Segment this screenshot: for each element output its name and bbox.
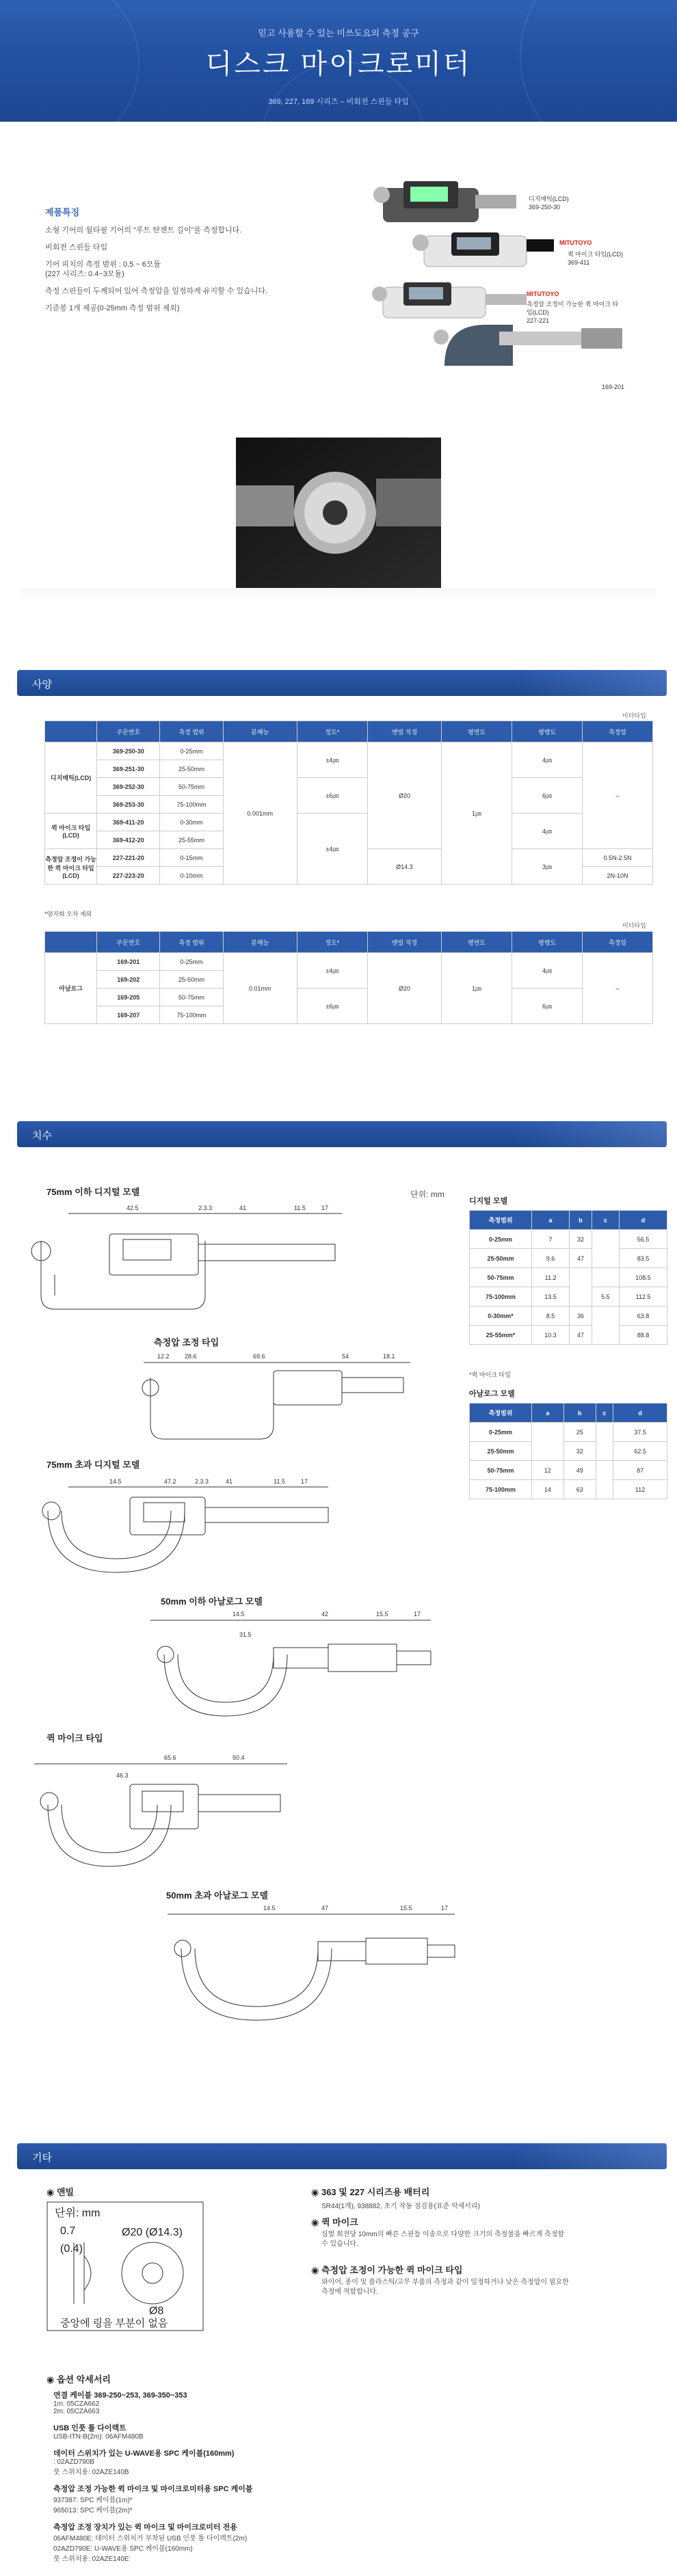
- spec-force: –: [582, 742, 652, 849]
- dim-label: 17: [441, 1905, 449, 1911]
- dim-label: 69.6: [253, 1353, 265, 1360]
- battery-title: [311, 2185, 429, 2198]
- table-cell: [592, 1230, 619, 1268]
- table-cell: 0-30mm*: [470, 1306, 532, 1326]
- spec-code: 227-223-20: [97, 867, 160, 885]
- spec-header: 앤빌 직경: [367, 932, 441, 953]
- diagram-title: 75mm 초과 디지털 모델: [47, 1460, 140, 1470]
- table-row: [470, 1442, 667, 1461]
- micrometer-image: [434, 325, 622, 366]
- unit-note: 미터타입: [622, 922, 646, 929]
- feature-line: 기준봉 1개 제공(0-25mm 측정 범위 제외): [45, 304, 180, 312]
- option-note: 02AZD790E: U-WAVE용 SPC 케이블(160mm): [53, 2545, 193, 2553]
- diagram-title: 측정압 조정 타입: [154, 1337, 220, 1347]
- bullet-icon: ◉: [47, 2374, 57, 2385]
- option-note: USB-ITN-B(2m): 06AFM480B: [53, 2433, 144, 2441]
- table-cell: 87: [613, 1461, 667, 1480]
- table-cell: 112.5: [620, 1287, 667, 1306]
- dim-label: 65.6: [164, 1754, 176, 1761]
- spec-force: 2N-10N: [582, 867, 652, 885]
- dim-label: 15.5: [376, 1611, 388, 1618]
- spec-code: 169-202: [97, 971, 160, 989]
- section-bar-spec: [17, 670, 667, 696]
- table-cell: 108.5: [620, 1268, 667, 1287]
- diagram-title: 50mm 초과 아날로그 모델: [166, 1890, 268, 1901]
- option-title: 측정압 조정 가능한 퀵 마이크 및 마이크로미터용 SPC 케이블: [53, 2485, 253, 2493]
- divider: [21, 588, 656, 602]
- dim-label: 2.3.3: [195, 1478, 209, 1485]
- quick-text: 심벌 회전당 10mm의 빠른 스핀들 이송으로 다양한 크기의 측정물을 빠르게 측정할 수 있습니다.: [321, 2231, 565, 2248]
- anvil-dim: Ø8: [149, 2305, 164, 2317]
- hero-tagline: 믿고 사용할 수 있는 미쓰도요의 측정 공구: [258, 28, 419, 38]
- spec-header: 정도*: [297, 721, 367, 742]
- spec-header: 측정 범위: [160, 721, 223, 742]
- spec-range: 50-75mm: [160, 989, 223, 1006]
- table-cell: 62.5: [613, 1442, 667, 1461]
- option-note: 풋 스위치용: 02AZE140E: [53, 2555, 129, 2563]
- table-cell: 32: [563, 1442, 596, 1461]
- table-cell: 50-75mm: [470, 1268, 532, 1287]
- product-code: 369-250-30: [529, 204, 561, 211]
- dim-label: 28.6: [185, 1353, 197, 1360]
- bullet-icon: ◉: [311, 2265, 321, 2275]
- table-cell: 10.3: [532, 1326, 570, 1345]
- table-title: 아날로그 모델: [469, 1390, 515, 1398]
- table-cell: 9.6: [532, 1249, 570, 1268]
- product-code: 369-411: [568, 259, 590, 266]
- spec-range: 75-100mm: [160, 1006, 223, 1024]
- dim-label: 47.2: [164, 1478, 176, 1485]
- options-list: [53, 2389, 395, 2563]
- spec-parallel: 4㎛: [512, 814, 583, 849]
- product-name: 퀵 마이크 타입(LCD): [568, 251, 624, 258]
- dim-label: 42.5: [127, 1205, 139, 1211]
- spec-footnote: *양자화 오차 제외: [44, 911, 92, 917]
- table-cell: 75-100mm: [470, 1480, 532, 1499]
- force-title: [311, 2263, 462, 2276]
- dims-table-analog: [469, 1403, 667, 1499]
- spec-group: 측정압 조정이 가능한 퀵 마이크 타입 (LCD): [45, 849, 97, 885]
- hero-title: 디스크 마이크로미터: [205, 49, 472, 79]
- dim-label: 14.5: [109, 1478, 122, 1485]
- anvil-title: [47, 2185, 74, 2198]
- gear-photo: [236, 438, 441, 588]
- micrometer-image: [412, 232, 554, 267]
- spec-code: 369-251-30: [97, 760, 160, 778]
- spec-header: [45, 721, 97, 742]
- features-title: 제품특징: [45, 207, 80, 217]
- table-row: [470, 1230, 667, 1249]
- table-row: [470, 1306, 667, 1326]
- anvil-dim: 0.7: [60, 2225, 76, 2237]
- option-title: 측정압 조정 장치가 있는 퀵 마이크 및 마이크로미터 전용: [53, 2523, 237, 2532]
- dim-label: 2.3.3: [198, 1205, 213, 1211]
- quick-title-text: 퀵 마이크: [321, 2217, 358, 2227]
- quick-title: [311, 2215, 358, 2228]
- table-cell: 25-50mm: [470, 1249, 532, 1268]
- option-title: USB 인풋 툴 다이렉트: [53, 2424, 127, 2432]
- dimension-drawing: [27, 1470, 369, 1586]
- anvil-dim: (0.4): [60, 2243, 83, 2255]
- table-row: [470, 1249, 667, 1268]
- table-cell: 37.5: [613, 1423, 667, 1442]
- product-name: 측정압 조정이 가능한 퀵 마이크 타입(LCD): [527, 301, 619, 316]
- dim-label: 17: [321, 1205, 329, 1211]
- dimension-drawing: [27, 1743, 315, 1880]
- section-bar-etc: [17, 2143, 667, 2169]
- spec-anvil: Ø14.3: [367, 849, 441, 885]
- table-cell: 5.5: [592, 1287, 619, 1306]
- dim-label: 46.3: [116, 1772, 129, 1779]
- option-title: 연결 케이블 369-250~253, 369-350~353: [53, 2391, 187, 2400]
- spec-range: 0-25mm: [160, 953, 223, 971]
- dim-label: 42: [321, 1611, 329, 1618]
- dim-label: 15.5: [400, 1905, 412, 1911]
- table-cell: 12: [532, 1461, 564, 1480]
- spec-accuracy: ±4㎛: [297, 953, 367, 989]
- spec-group: 디지매틱(LCD): [45, 742, 97, 814]
- section-title: 치수: [32, 1130, 52, 1142]
- spec-code: 369-411-20: [97, 814, 160, 831]
- table-cell: 0-25mm: [470, 1423, 532, 1442]
- table-row: [470, 1268, 667, 1287]
- section-bar-dims: [17, 1121, 667, 1147]
- spec-accuracy: ±4㎛: [297, 742, 367, 778]
- product-images: [362, 161, 663, 434]
- table-row: [470, 1326, 667, 1345]
- table-note: *퀵 마이크 타입: [469, 1371, 511, 1378]
- options-title-text: 옵션 악세서리: [56, 2374, 111, 2385]
- dim-header: b: [563, 1404, 596, 1423]
- table-cell: 8.5: [532, 1306, 570, 1326]
- table-row: [470, 1461, 667, 1480]
- dim-header: b: [570, 1211, 592, 1230]
- micrometer-image: [372, 282, 527, 318]
- table-cell: 75-100mm: [470, 1287, 532, 1306]
- dimension-drawing: [27, 1200, 397, 1316]
- spec-code: 369-253-30: [97, 796, 160, 814]
- spec-code: 169-205: [97, 989, 160, 1006]
- table-cell: 56.5: [620, 1230, 667, 1249]
- spec-header: 측정압: [582, 932, 652, 953]
- bullet-icon: ◉: [311, 2187, 321, 2197]
- spec-code: 369-252-30: [97, 778, 160, 796]
- table-cell: 112: [613, 1480, 667, 1499]
- anvil-unit: 단위: mm: [55, 2208, 101, 2219]
- unit-label: 단위: mm: [410, 1190, 444, 1199]
- dim-label: 14.5: [263, 1905, 276, 1911]
- spec-table-digital: [44, 721, 653, 885]
- micrometer-image: [373, 181, 516, 222]
- dim-header: d: [613, 1404, 667, 1423]
- dims-table-digital: [469, 1210, 667, 1345]
- product-name: 디지매틱(LCD): [529, 196, 569, 202]
- dim-label: 41: [226, 1478, 233, 1485]
- spec-header: 평행도: [512, 932, 583, 953]
- option-note: 1m: 05CZA662: [53, 2400, 100, 2408]
- table-cell: 50-75mm: [470, 1461, 532, 1480]
- table-cell: [592, 1306, 619, 1345]
- dim-header: d: [620, 1211, 667, 1230]
- spec-table-analog: [44, 931, 653, 1024]
- dim-label: 17: [301, 1478, 308, 1485]
- section-title: 사양: [32, 679, 52, 690]
- force-title-text: 측정압 조정이 가능한 퀵 마이크 타입: [321, 2265, 463, 2275]
- table-cell: 25: [563, 1423, 596, 1442]
- spec-code: 369-250-30: [97, 742, 160, 760]
- spec-anvil: Ø20: [367, 742, 441, 849]
- feature-line: 기어 피치의 측정 범위 : 0.5 ~ 6모듈: [45, 260, 161, 269]
- anvil-dim: Ø20 (Ø14.3): [122, 2227, 183, 2238]
- spec-header: 분해능: [223, 721, 297, 742]
- option-note: : 02AZD790B: [53, 2458, 95, 2466]
- option-note: 풋 스위치용: 02AZE140B: [53, 2469, 129, 2476]
- spec-range: 25-50mm: [160, 760, 223, 778]
- spec-flatness: 1㎛: [442, 742, 512, 885]
- spec-anvil: Ø20: [367, 953, 441, 1024]
- spec-accuracy: ±6㎛: [297, 778, 367, 814]
- spec-code: 169-207: [97, 1006, 160, 1024]
- spec-resolution: 0.001mm: [223, 742, 297, 885]
- dim-header: c: [592, 1211, 619, 1230]
- product-code: 169-201: [602, 384, 625, 390]
- diagram-title: 퀵 마이크 타입: [47, 1733, 103, 1743]
- dim-label: 18.1: [383, 1353, 395, 1360]
- anvil-title-text: 앤빌: [56, 2187, 75, 2197]
- spec-parallel: 4㎛: [512, 742, 583, 778]
- table-cell: [592, 1268, 619, 1287]
- spec-parallel: 3㎛: [512, 849, 583, 885]
- table-cell: 49: [563, 1461, 596, 1480]
- dim-label: 17: [414, 1611, 421, 1618]
- spec-flatness: 1㎛: [442, 953, 512, 1024]
- spec-range: 50-75mm: [160, 778, 223, 796]
- option-title: 데이터 스위치가 있는 U-WAVE용 SPC 케이블(160mm): [53, 2450, 235, 2458]
- dim-header: a: [532, 1404, 564, 1423]
- table-cell: [596, 1461, 613, 1499]
- table-cell: 25-55mm*: [470, 1326, 532, 1345]
- table-cell: 47: [570, 1326, 592, 1345]
- dim-header: c: [596, 1404, 613, 1423]
- dimension-drawing: [137, 1350, 424, 1446]
- dim-header: 측정범위: [470, 1404, 532, 1423]
- spec-header: 앤빌 직경: [367, 721, 441, 742]
- dim-header: 측정범위: [470, 1211, 532, 1230]
- dim-label: 50.4: [233, 1754, 245, 1761]
- table-cell: 63: [563, 1480, 596, 1499]
- dim-label: 31.5: [239, 1631, 252, 1638]
- feature-line: 비회전 스핀들 타입: [45, 243, 108, 252]
- spec-range: 25-55mm: [160, 831, 223, 849]
- spec-header: 평면도: [442, 721, 512, 742]
- spec-code: 369-412-20: [97, 831, 160, 849]
- spec-force: –: [582, 953, 652, 1024]
- hero-banner: [0, 0, 677, 122]
- dimension-drawing: [144, 1607, 444, 1730]
- feature-line: 측정 스핀들이 두께되어 있어 측정압을 일정하게 유지할 수 있습니다.: [45, 287, 268, 295]
- spec-range: 0-15mm: [160, 849, 223, 867]
- dim-label: 47: [321, 1905, 329, 1911]
- battery-title-text: 363 및 227 시리즈용 배터리: [321, 2187, 430, 2197]
- spec-header: 주문번호: [97, 932, 160, 953]
- dim-label: 11.5: [294, 1205, 306, 1211]
- spec-range: 25-50mm: [160, 971, 223, 989]
- table-cell: [596, 1423, 613, 1461]
- anvil-caption: 중앙에 링을 부분이 없음: [60, 2318, 168, 2329]
- table-cell: [570, 1268, 592, 1306]
- spec-range: 0-25mm: [160, 742, 223, 760]
- table-cell: 32: [570, 1230, 592, 1249]
- dim-label: 54: [342, 1353, 349, 1360]
- table-cell: 47: [570, 1249, 592, 1268]
- dim-label: 14.5: [233, 1611, 245, 1618]
- table-cell: 0-25mm: [470, 1230, 532, 1249]
- option-note: 937387: SPC 케이블(1m)*: [53, 2497, 133, 2504]
- anvil-drawing: [47, 2201, 204, 2331]
- table-cell: 83.5: [620, 1249, 667, 1268]
- brand-logo: MITUTOYO: [559, 239, 592, 246]
- diagram-title: 75mm 이하 디지털 모델: [47, 1187, 140, 1197]
- table-cell: 7: [532, 1230, 570, 1249]
- dim-label: 11.5: [274, 1478, 285, 1485]
- spec-parallel: 6㎛: [512, 989, 583, 1024]
- spec-header: 주문번호: [97, 721, 160, 742]
- table-row: [470, 1287, 667, 1306]
- spec-header: 측정압: [582, 721, 652, 742]
- hero-subtitle: 369, 227, 169 시리즈 – 비회전 스핀들 타입: [268, 98, 409, 106]
- table-cell: 63.8: [620, 1306, 667, 1326]
- dim-header: a: [532, 1211, 570, 1230]
- spec-group: 퀵 마이크 타입 (LCD): [45, 814, 97, 849]
- spec-header: 평면도: [442, 932, 512, 953]
- option-note: 06AFM480E: 데이터 스위치가 부착된 USB 인풋 툴 다이렉트(2m): [53, 2535, 248, 2543]
- bullet-icon: ◉: [47, 2187, 57, 2197]
- table-cell: 36: [570, 1306, 592, 1326]
- spec-parallel: 6㎛: [512, 778, 583, 814]
- table-row: [470, 1480, 667, 1499]
- spec-header: 평행도: [512, 721, 583, 742]
- spec-accuracy: ±4㎛: [297, 814, 367, 885]
- spec-header: 정도*: [297, 932, 367, 953]
- dim-label: 12.2: [157, 1353, 170, 1360]
- spec-header: [45, 932, 97, 953]
- unit-note: 미터타입: [622, 712, 646, 719]
- spec-group: 아날로그: [45, 953, 97, 1024]
- spec-accuracy: ±6㎛: [297, 989, 367, 1024]
- table-cell: 88.8: [620, 1326, 667, 1345]
- table-title: 디지털 모델: [469, 1197, 508, 1205]
- table-row: [470, 1423, 667, 1442]
- spec-resolution: 0.01mm: [223, 953, 297, 1024]
- spec-header: 분해능: [223, 932, 297, 953]
- spec-parallel: 4㎛: [512, 953, 583, 989]
- force-text: 와이어, 종이 및 플라스틱/고무 부품의 측정과 같이 일정하거나 낮은 측정압이 필요한 측정에 적합합니다.: [321, 2279, 569, 2296]
- diagram-title: 50mm 이하 아날로그 모델: [161, 1596, 263, 1607]
- spec-range: 0-10mm: [160, 867, 223, 885]
- spec-range: 0-30mm: [160, 814, 223, 831]
- spec-code: 169-201: [97, 953, 160, 971]
- table-cell: 11.2: [532, 1268, 570, 1287]
- product-code: 227-221: [527, 317, 550, 324]
- section-title: 기타: [32, 2152, 52, 2164]
- table-cell: 25-50mm: [470, 1442, 532, 1461]
- battery-text: SR44(1개), 938882, 초기 작동 점검용(표준 악세서리): [321, 2203, 480, 2210]
- spec-force: 0.5N-2.5N: [582, 849, 652, 867]
- table-cell: [532, 1423, 564, 1461]
- feature-line: (227 시리즈: 0.4~3모듈): [45, 270, 124, 278]
- options-title: [47, 2372, 111, 2385]
- brand-logo: MITUTOYO: [527, 291, 559, 297]
- dim-label: 41: [239, 1205, 247, 1211]
- dimension-drawing: [161, 1901, 462, 2030]
- feature-line: 소형 기어의 월타필 기어의 "루트 탄젠트 길이"를 측정합니다.: [45, 226, 242, 234]
- bullet-icon: ◉: [311, 2217, 321, 2227]
- spec-header: 측정 범위: [160, 932, 223, 953]
- option-note: 2m: 05CZA663: [53, 2408, 100, 2415]
- spec-range: 75-100mm: [160, 796, 223, 814]
- option-note: 965013: SPC 케이블(2m)*: [53, 2507, 133, 2514]
- spec-code: 227-221-20: [97, 849, 160, 867]
- table-cell: 13.5: [532, 1287, 570, 1306]
- table-cell: 14: [532, 1480, 564, 1499]
